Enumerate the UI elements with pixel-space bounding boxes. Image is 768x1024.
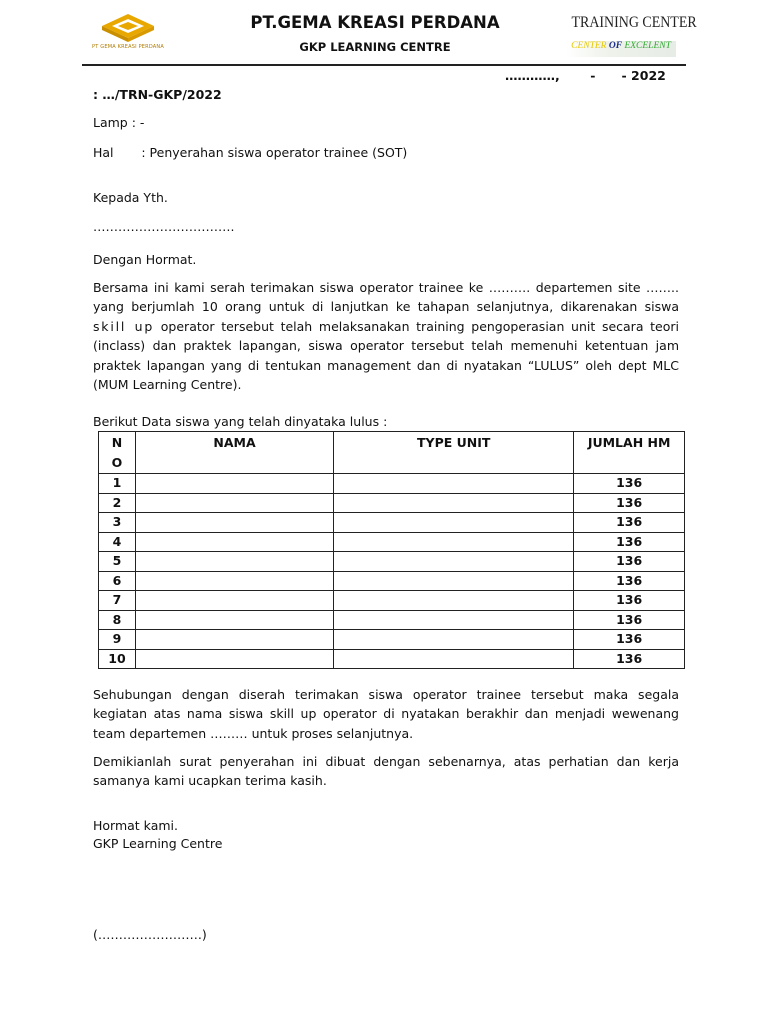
- signature-placeholder: (…………………….): [93, 927, 207, 942]
- cell-type-unit: [334, 571, 574, 591]
- cell-type-unit: [334, 513, 574, 533]
- cell-no: 8: [99, 610, 136, 630]
- cell-type-unit: [334, 532, 574, 552]
- recipient-label: Kepada Yth.: [93, 190, 168, 205]
- table-row: [99, 493, 685, 513]
- cell-jumlah-hm: 136: [574, 493, 685, 513]
- cell-no: 5: [99, 552, 136, 572]
- table-intro: Berikut Data siswa yang telah dinyataka lulus :: [93, 414, 388, 429]
- training-center-title: TRAINING CENTER: [571, 14, 697, 31]
- closing-regards: Hormat kami.: [93, 818, 178, 833]
- cell-nama: [135, 630, 333, 650]
- paragraph-closing: Demikianlah surat penyerahan ini dibuat dengan sebenarnya, atas perhatian dan kerja samanya kami ucapkan terima kasih.: [93, 754, 679, 789]
- tagline-word-1: CENTER: [571, 41, 607, 51]
- cell-nama: [135, 610, 333, 630]
- header-divider: [82, 64, 686, 66]
- cell-nama: [135, 513, 333, 533]
- reference-number: : …/TRN-GKP/2022: [93, 87, 222, 102]
- table-row: [99, 630, 685, 650]
- date-line: …………, - - 2022: [505, 68, 666, 83]
- paragraph-intro-spaced: skill up: [93, 318, 155, 334]
- attachment-line: Lamp : -: [93, 115, 145, 130]
- paragraph-intro-part-1: Bersama ini kami serah terimakan siswa operator trainee ke ………. departemen site …….. yang berjumlah 10 orang untuk di lanjutkan ke tahapan selanjutnya, dikarenakan siswa: [93, 280, 679, 315]
- cell-type-unit: [334, 591, 574, 611]
- paragraph-intro: [93, 278, 679, 394]
- table-row: [99, 552, 685, 572]
- cell-nama: [135, 649, 333, 669]
- cell-jumlah-hm: 136: [574, 610, 685, 630]
- cell-nama: [135, 591, 333, 611]
- paragraph-handover: Sehubungan dengan diserah terimakan siswa operator trainee tersebut maka segala kegiatan atas nama siswa skill up operator di nyatakan berakhir dan menjadi wewenang team departemen ……… untuk proses selanjutnya.: [93, 687, 679, 741]
- cell-no: 9: [99, 630, 136, 650]
- company-subtitle: GKP LEARNING CENTRE: [299, 40, 451, 54]
- header-jumlah-hm: JUMLAH HM: [574, 432, 685, 474]
- cell-nama: [135, 571, 333, 591]
- table-header-row: [99, 432, 685, 474]
- header-no-1: N: [111, 435, 123, 450]
- cell-jumlah-hm: 136: [574, 532, 685, 552]
- cell-nama: [135, 552, 333, 572]
- table-row: [99, 532, 685, 552]
- company-name: PT.GEMA KREASI PERDANA: [250, 13, 500, 32]
- subject-line: Hal : Penyerahan siswa operator trainee (SOT): [93, 145, 408, 160]
- table-row: [99, 571, 685, 591]
- cell-nama: [135, 474, 333, 494]
- header-no: [99, 432, 136, 474]
- table-row: [99, 649, 685, 669]
- closing-organization: GKP Learning Centre: [93, 836, 223, 851]
- logo-caption: PT GEMA KREASI PERDANA: [92, 44, 164, 50]
- cell-jumlah-hm: 136: [574, 591, 685, 611]
- cell-no: 7: [99, 591, 136, 611]
- cell-jumlah-hm: 136: [574, 630, 685, 650]
- recipient-placeholder: …………………………….: [93, 219, 235, 234]
- table-row: [99, 474, 685, 494]
- table-row: [99, 513, 685, 533]
- cell-no: 6: [99, 571, 136, 591]
- header-type-unit: TYPE UNIT: [334, 432, 574, 474]
- salutation: Dengan Hormat.: [93, 252, 197, 267]
- cell-no: 10: [99, 649, 136, 669]
- cell-jumlah-hm: 136: [574, 513, 685, 533]
- cell-no: 3: [99, 513, 136, 533]
- cell-jumlah-hm: 136: [574, 649, 685, 669]
- student-table: [98, 431, 685, 669]
- cell-jumlah-hm: 136: [574, 474, 685, 494]
- header-nama: NAMA: [135, 432, 333, 474]
- cell-jumlah-hm: 136: [574, 552, 685, 572]
- cell-nama: [135, 532, 333, 552]
- cell-no: 4: [99, 532, 136, 552]
- cell-no: 1: [99, 474, 136, 494]
- header-no-2: O: [111, 455, 123, 470]
- cell-nama: [135, 493, 333, 513]
- cell-type-unit: [334, 493, 574, 513]
- training-center-tagline: [566, 41, 676, 57]
- paragraph-intro-part-2: operator tersebut telah melaksanakan training pengoperasian unit secara teori (inclass) dan praktek lapangan, siswa operator tersebut telah memenuhi ketentuan jam praktek lapangan yang di tentukan management dan di nyatakan “LULUS” oleh dept MLC (MUM Learning Centre).: [93, 318, 679, 393]
- table-row: [99, 591, 685, 611]
- cell-type-unit: [334, 610, 574, 630]
- tagline-word-2: OF: [608, 41, 623, 51]
- cell-jumlah-hm: 136: [574, 571, 685, 591]
- cell-type-unit: [334, 552, 574, 572]
- tagline-word-3: EXCELENT: [624, 41, 671, 51]
- cell-type-unit: [334, 474, 574, 494]
- table-row: [99, 610, 685, 630]
- cell-type-unit: [334, 630, 574, 650]
- cell-type-unit: [334, 649, 574, 669]
- cell-no: 2: [99, 493, 136, 513]
